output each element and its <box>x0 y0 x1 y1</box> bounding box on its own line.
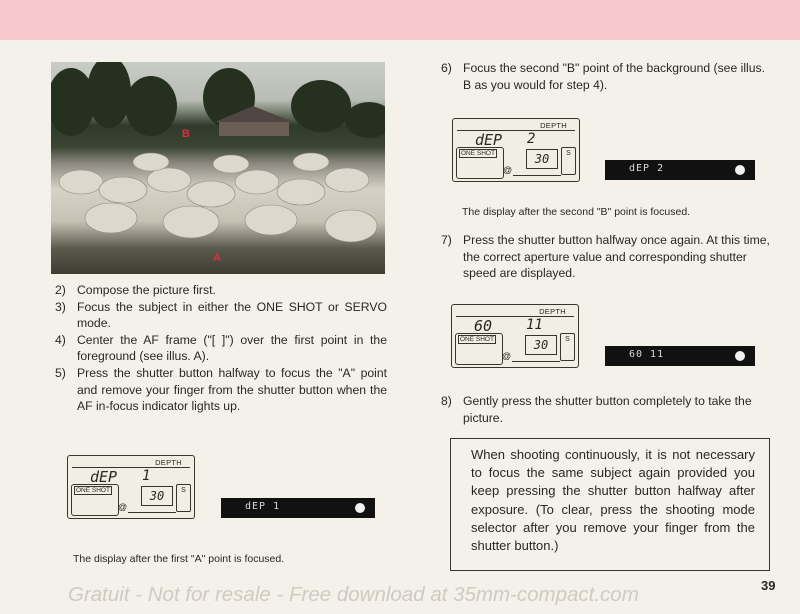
step-4 <box>55 332 387 365</box>
header-band <box>0 0 800 40</box>
step-5 <box>55 365 387 415</box>
viewfinder-display-third <box>605 346 755 366</box>
step-number: 4) <box>55 332 66 347</box>
lcd-bar <box>128 512 176 513</box>
step-number: 7) <box>441 233 452 247</box>
at-icon: @ <box>118 502 128 512</box>
depth-label: DEPTH <box>155 458 182 467</box>
step-number: 5) <box>55 365 66 380</box>
in-focus-indicator-icon <box>735 165 745 175</box>
one-shot-label: ONE SHOT <box>76 487 110 494</box>
in-focus-indicator-icon <box>355 503 365 513</box>
step-number: 6) <box>441 61 452 75</box>
caption-second: The display after the second "B" point is focused. <box>462 206 691 218</box>
viewfinder-display-second <box>605 160 755 180</box>
photo-illustration <box>51 62 385 274</box>
one-shot-label: ONE SHOT <box>460 336 494 343</box>
sheep-flock-photo <box>51 62 385 274</box>
lcd-bar <box>512 361 560 362</box>
viewfinder-text: dEP 2 <box>629 163 665 174</box>
step-2 <box>55 282 387 299</box>
continuous-shooting-note: When shooting continuously, it is not necessary to focus the same subject again provided you keep pressing the shutter button halfway after exposure. (To clear, press the shooting mode selector after you remove your finger from the shutter button.) <box>450 438 770 571</box>
step-8 <box>441 393 771 426</box>
lcd-aperture-value: 30 <box>141 486 173 506</box>
depth-label: DEPTH <box>540 121 567 130</box>
step-text: Gently press the shutter button completely to take the picture. <box>463 394 752 425</box>
page-number: 39 <box>761 578 776 593</box>
in-focus-indicator-icon <box>735 351 745 361</box>
one-shot-indicator <box>456 147 504 179</box>
step-8-list <box>441 393 771 426</box>
lcd-shutter-speed: 60 <box>474 317 493 335</box>
at-icon: @ <box>502 351 512 361</box>
at-icon: @ <box>503 165 513 175</box>
viewfinder-display-first <box>221 498 375 518</box>
lcd-mode-text: dEP <box>475 131 503 149</box>
lcd-value-text: 1 <box>142 468 151 484</box>
viewfinder-text: 60 11 <box>629 349 665 360</box>
step-text: Focus the subject in either the ONE SHOT or SERVO mode. <box>77 299 387 331</box>
lcd-value-text: 2 <box>527 131 536 147</box>
step-7 <box>441 232 771 282</box>
one-shot-indicator <box>71 484 119 516</box>
lcd-mode-text: dEP <box>90 468 118 486</box>
step-text: Center the AF frame ("[ ]") over the first point in the foreground (see illus. A). <box>77 332 387 364</box>
step-3 <box>55 299 387 332</box>
steps-list-left <box>55 282 387 415</box>
step-number: 3) <box>55 299 66 314</box>
lcd-panel-second <box>452 118 580 182</box>
lcd-aperture-value: 30 <box>525 335 557 355</box>
s-indicator: S <box>176 484 191 512</box>
step-6-list <box>441 60 771 93</box>
lcd-aperture-number: 11 <box>526 317 543 333</box>
one-shot-indicator <box>455 333 503 365</box>
viewfinder-text: dEP 1 <box>245 501 281 512</box>
step-6 <box>441 60 771 93</box>
lcd-panel-first <box>67 455 195 519</box>
watermark: Gratuit - Not for resale - Free download at 35mm-compact.com <box>68 583 639 606</box>
caption-first: The display after the first "A" point is focused. <box>73 553 285 565</box>
point-a-marker: A <box>213 252 221 264</box>
s-indicator: S <box>560 333 575 361</box>
s-indicator: S <box>561 147 576 175</box>
step-7-list <box>441 232 771 282</box>
depth-label: DEPTH <box>539 307 566 316</box>
lcd-bar <box>513 175 561 176</box>
step-number: 8) <box>441 394 452 408</box>
step-text: Press the shutter button halfway once again. At this time, the correct aperture value and corresponding shutter speed are displayed. <box>463 233 770 281</box>
step-text: Focus the second "B" point of the background (see illus. B as you would for step 4). <box>463 61 766 92</box>
one-shot-label: ONE SHOT <box>461 150 495 157</box>
point-b-marker: B <box>182 128 190 140</box>
step-number: 2) <box>55 283 66 297</box>
lcd-panel-third <box>451 304 579 368</box>
lcd-aperture-value: 30 <box>526 149 558 169</box>
step-text: Compose the picture first. <box>77 283 216 297</box>
step-text: Press the shutter button halfway to focus the "A" point and remove your finger from the shutter button when the AF in-focus indicator lights up. <box>77 365 387 414</box>
